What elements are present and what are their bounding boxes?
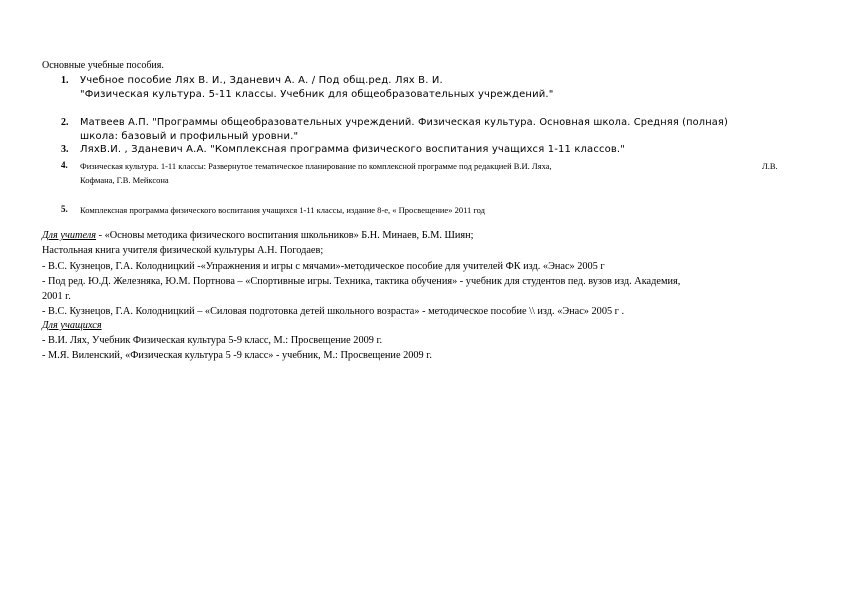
list-number-3: 3. [61,144,69,155]
teacher-line-2: Настольная книга учителя физической культуры А.Н. Погодаев; [42,245,324,256]
list-item-4-line1: Физическая культура. 1-11 классы: Развернутое тематическое планирование по комплексной программе под редакцией В.И. Ляха, [80,161,552,171]
teacher-line-4: - Под ред. Ю.Д. Железняка, Ю.М. Портнова – «Спортивные игры. Техника, тактика обучения» - учебник для студентов пед. вузов изд. Академия, [42,276,681,287]
doc-title: Основные учебные пособия. [42,60,164,71]
list-item-4-line2: Кофмана, Г.В. Мейксона [80,175,169,185]
list-number-1: 1. [61,75,69,86]
list-item-1-line2: "Физическая культура. 5-11 классы. Учебник для общеобразовательных учреждений." [80,89,554,100]
teacher-line-3: - В.С. Кузнецов, Г.А. Колодницкий -«Упражнения и игры с мячами»-методическое пособие для учителей ФК изд. «Энас» 2005 г [42,261,605,272]
list-number-4: 4. [61,160,68,170]
teacher-line-5: 2001 г. [42,291,71,302]
list-item-2-line2: школа: базовый и профильный уровни." [80,131,299,142]
students-line-1: - В.И. Лях, Учебник Физическая культура 5-9 класс, М.: Просвещение 2009 г. [42,335,383,346]
list-item-2-line1: Матвеев А.П. "Программы общеобразовательных учреждений. Физическая культура. Основная школа. Средняя (полная) [80,117,728,128]
list-number-2: 2. [61,117,69,128]
list-item-1-line1: Учебное пособие Лях В. И., Зданевич А. А. / Под общ.ред. Лях В. И. [80,75,443,86]
teacher-heading: Для учителя [42,230,97,241]
students-heading: Для учащихся [42,320,102,331]
list-item-5-line1: Комплексная программа физического воспитания учащихся 1-11 классы, издание 8-е, « Просвещение» 2011 год [80,205,485,215]
list-number-5: 5. [61,204,68,214]
teacher-line-1 [42,230,474,241]
list-item-3-line1: ЛяхВ.И. , Зданевич А.А. "Комплексная программа физического воспитания учащихся 1-11 классов." [80,144,626,155]
teacher-first-entry: - «Основы методика физического воспитания школьников» Б.Н. Минаев, Б.М. Шиян; [96,230,474,241]
students-line-2: - М.Я. Виленский, «Физическая культура 5 -9 класс» - учебник, М.: Просвещение 2009 г. [42,350,432,361]
teacher-line-6: - В.С. Кузнецов, Г.А. Колодницкий – «Силовая подготовка детей школьного возраста» - методическое пособие \\ изд. «Энас» 2005 г . [42,306,625,317]
list-item-4-line1-tail: Л.В. [762,161,778,171]
